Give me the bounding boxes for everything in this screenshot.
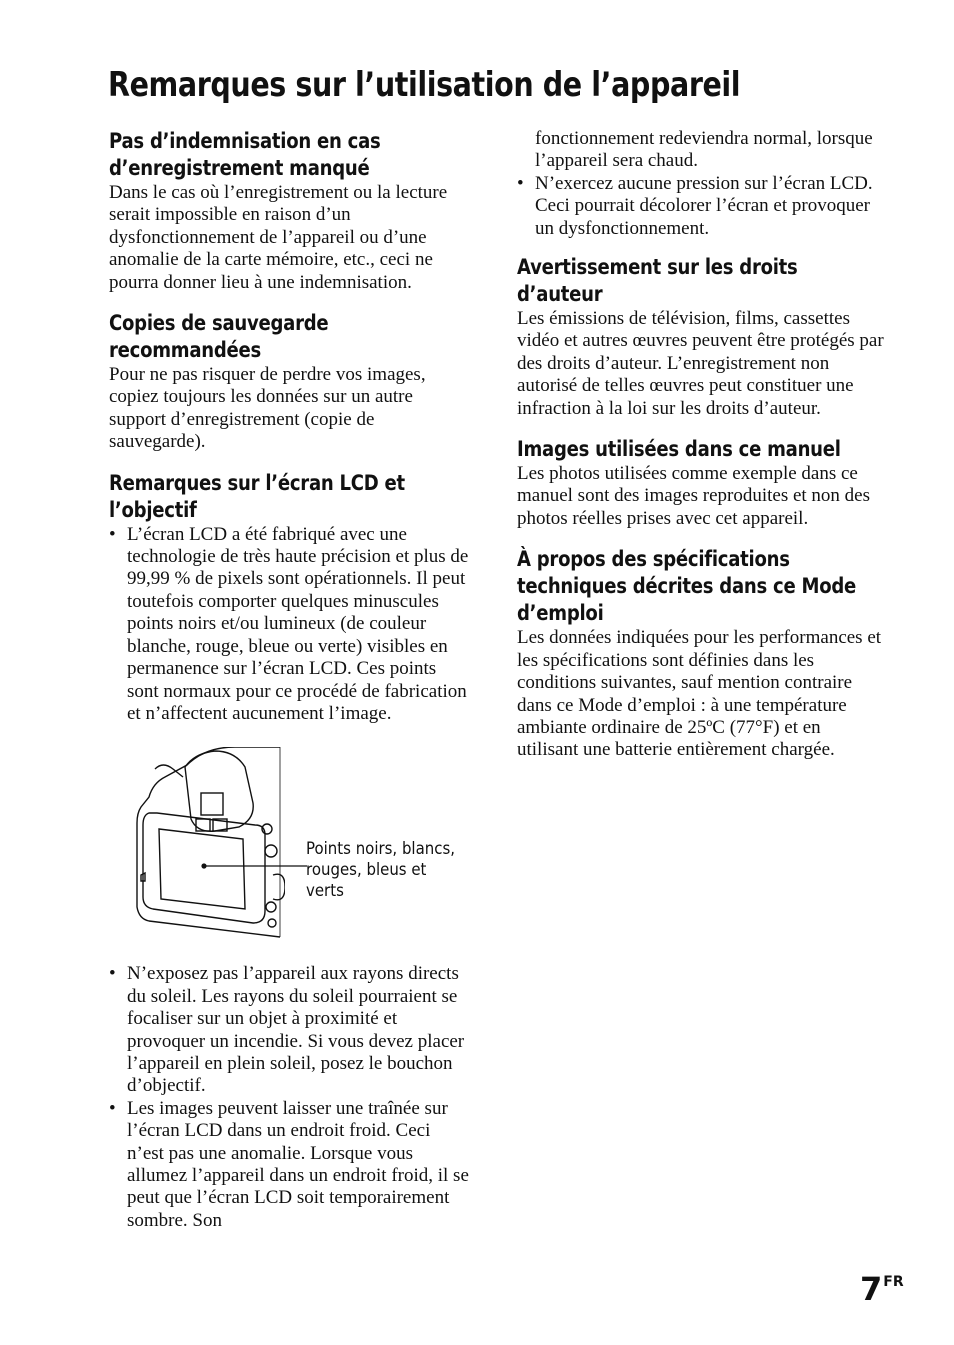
- camera-figure: [109, 747, 471, 947]
- section-droits: [517, 254, 885, 420]
- right-column: [517, 128, 885, 778]
- section-specs: [517, 546, 885, 761]
- left-column: [109, 128, 471, 1248]
- bullet-item: • N’exercez aucune pression sur l’écran LCD. Ceci pourrait décolorer l’écran et provoquer un dysfonctionnement.: [517, 173, 885, 240]
- section-heading: Pas d’indemnisation en cas d’enregistrement manqué: [109, 129, 381, 180]
- bullet-item: • N’exposez pas l’appareil aux rayons directs du soleil. Les rayons du soleil pourraient se focaliser sur un objet à proximité et provoquer un incendie. Si vous devez placer l’appareil en plein soleil, posez le bouchon d’objectif.: [109, 963, 471, 1097]
- bullet-list: [109, 524, 471, 726]
- section-indemnisation: [109, 128, 471, 294]
- bullet-item: • Les images peuvent laisser une traînée sur l’écran LCD dans un endroit froid. Ceci n’est pas une anomalie. Lorsque vous allumez l’appareil dans un endroit froid, il se peut que l’écran LCD soit temporairement sombre. Son: [109, 1098, 471, 1232]
- section-body: Les photos utilisées comme exemple dans ce manuel sont des images reproduites et non des photos réelles prises avec cet appareil.: [517, 463, 871, 529]
- section-heading: Images utilisées dans ce manuel: [517, 437, 841, 462]
- page-language-code: FR: [883, 1274, 904, 1290]
- section-heading: Avertissement sur les droits d’auteur: [517, 255, 798, 307]
- section-body: Pour ne pas risquer de perdre vos images, copiez toujours les données sur un autre support d’enregistrement (copie de sauvegarde).: [109, 364, 426, 453]
- bullet-item-continued: fonctionnement redeviendra normal, lorsque l’appareil sera chaud.: [535, 128, 873, 172]
- section-body: Dans le cas où l’enregistrement ou la lecture serait impossible en raison d’un dysfonctionnement de l’appareil ou d’une anomalie de la carte mémoire, etc., ceci ne pourra donner lieu à une indemnisation.: [109, 182, 448, 293]
- section-body: Les données indiquées pour les performances et les spécifications sont définies dans les conditions suivantes, sauf mention contraire dans ce Mode d’emploi : à une température ambiante ordinaire de 25ºC (77°F) et en utilisant une batterie entièrement chargée.: [517, 627, 882, 761]
- section-body: Les émissions de télévision, films, cassettes vidéo et autres œuvres peuvent être protégés par des droits d’auteur. L’enregistrement non autorisé de telles œuvres peut constituer une infraction à la loi sur les droits d’auteur.: [517, 308, 884, 419]
- section-images: [517, 436, 885, 530]
- figure-label: Points noirs, blancs, rouges, bleus et verts: [306, 839, 456, 902]
- page-title: Remarques sur l’utilisation de l’appareil: [108, 65, 741, 105]
- bullet-list: [109, 963, 471, 1232]
- section-heading: Remarques sur l’écran LCD et l’objectif: [109, 470, 405, 522]
- section-lcd-continued: [517, 128, 885, 240]
- page-number-value: 7: [860, 1270, 883, 1308]
- section-heading: Copies de sauvegarde recommandées: [109, 311, 329, 363]
- section-copies: [109, 310, 471, 454]
- section-lcd: [109, 470, 471, 1233]
- bullet-list: [517, 128, 885, 240]
- section-heading: À propos des spécifications techniques décrites dans ce Mode d’emploi: [517, 547, 857, 626]
- bullet-item: • L’écran LCD a été fabriqué avec une technologie de très haute précision et plus de 99,99 % de pixels sont opérationnels. Il peut toutefois comporter quelques minuscules points noirs et/ou lumineux (de couleur blanche, rouge, bleue ou verte) visibles en permanence sur l’écran LCD. Ces points sont normaux pour ce procédé de fabrication et n’affectent aucunement l’image.: [109, 524, 471, 726]
- page-number: [860, 1270, 904, 1308]
